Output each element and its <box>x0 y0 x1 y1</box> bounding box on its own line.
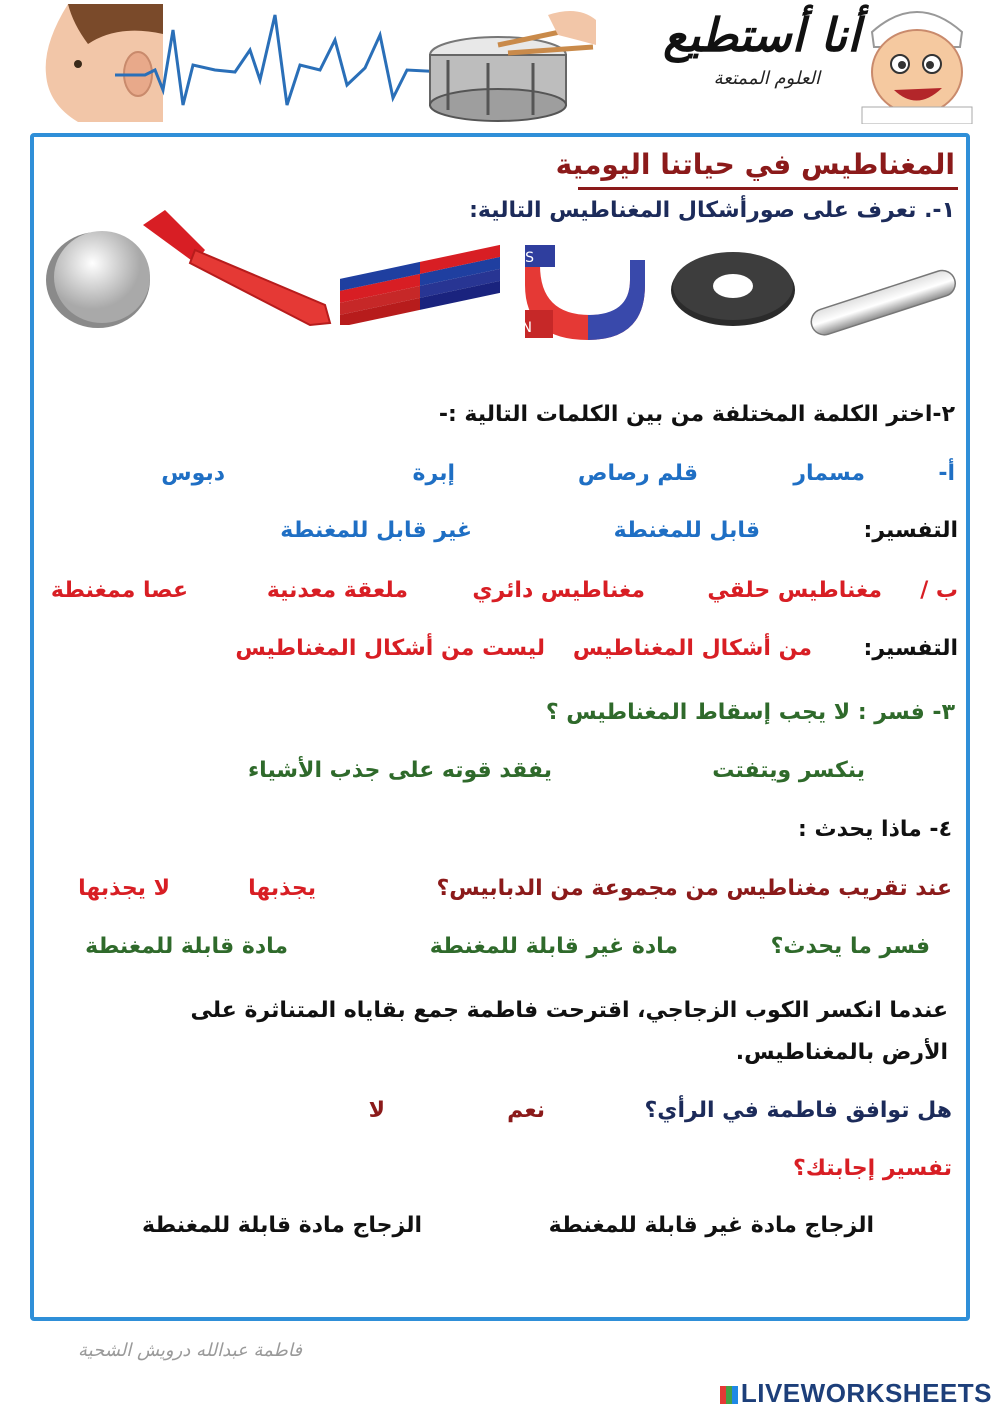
worksheet-title: المغناطيس في حياتنا اليومية <box>555 148 955 181</box>
q2a-explain-option-1[interactable]: قابل للمغنطة <box>613 518 760 543</box>
title-underline <box>578 187 958 190</box>
liveworksheets-logo-icon <box>720 1386 738 1404</box>
q4-explain-option-2[interactable]: مادة قابلة للمغنطة <box>85 934 288 959</box>
q2a-option-4[interactable]: دبوس <box>161 461 225 486</box>
q2a-explain-label: التفسير: <box>863 518 958 543</box>
q2b-explain-option-2[interactable]: ليست من أشكال المغناطيس <box>235 636 545 661</box>
scenario-line-1: عندما انكسر الكوب الزجاجي، اقترحت فاطمة جمع بقاياه المتناثرة على <box>190 998 948 1023</box>
q2b-explain-option-1[interactable]: من أشكال المغناطيس <box>572 636 812 661</box>
q2b-explain-label: التفسير: <box>863 636 958 661</box>
liveworksheets-brand[interactable] <box>720 1378 992 1409</box>
q2b-option-2[interactable]: مغناطيس دائري <box>472 578 645 603</box>
q2a-option-2[interactable]: قلم رصاص <box>577 461 698 486</box>
q2b-label: ب / <box>920 578 958 603</box>
scenario-answer-yes[interactable]: نعم <box>507 1098 545 1123</box>
logo-subtitle: العلوم الممتعة <box>713 68 820 89</box>
scenario-line-2: الأرض بالمغناطيس. <box>735 1040 948 1065</box>
q2a-option-1[interactable]: مسمار <box>793 461 865 486</box>
q3-option-2[interactable]: يفقد قوته على جذب الأشياء <box>247 758 552 783</box>
drum-image <box>428 5 598 123</box>
q2b-option-4[interactable]: عصا ممغنطة <box>50 578 188 603</box>
horseshoe-magnet-image <box>520 240 655 345</box>
scenario-answer-no[interactable]: لا <box>368 1098 385 1123</box>
q4-question: عند تقريب مغناطيس من مجموعة من الدبابيس؟ <box>436 876 952 901</box>
scenario-explain-option-1[interactable]: الزجاج مادة غير قابلة للمغنطة <box>548 1213 874 1238</box>
scenario-question: هل توافق فاطمة في الرأي؟ <box>644 1098 952 1123</box>
q4-explain-prompt: فسر ما يحدث؟ <box>770 934 930 959</box>
q2b-option-1[interactable]: مغناطيس حلقي <box>707 578 882 603</box>
horseshoe-n-label: N <box>521 320 532 336</box>
q2a-label: أ- <box>938 461 955 486</box>
scenario-explain-option-2[interactable]: الزجاج مادة قابلة للمغنطة <box>141 1213 422 1238</box>
magnetic-wand-image <box>135 205 340 330</box>
rod-magnet-image <box>800 262 965 337</box>
q2-prompt: ٢-اختر الكلمة المختلفة من بين الكلمات التالية :- <box>438 402 955 427</box>
horseshoe-s-label: S <box>525 250 534 266</box>
boy-mascot-image <box>842 2 992 124</box>
sound-wave-image <box>115 10 445 110</box>
logo-title: أنا أستطيع <box>663 8 860 62</box>
q4-answer-1[interactable]: يجذبها <box>248 876 316 901</box>
q4-prompt: ٤- ماذا يحدث : <box>798 817 952 842</box>
q4-answer-2[interactable]: لا يجذبها <box>78 876 170 901</box>
ring-magnet-image <box>668 248 798 328</box>
q2a-explain-option-2[interactable]: غير قابل للمغنطة <box>280 518 472 543</box>
q4-explain-option-1[interactable]: مادة غير قابلة للمغنطة <box>429 934 678 959</box>
q2a-option-3[interactable]: إبرة <box>412 461 455 486</box>
q3-prompt: ٣- فسر : لا يجب إسقاط المغناطيس ؟ <box>545 700 955 725</box>
worksheet-header <box>0 0 1000 125</box>
scenario-explain-prompt: تفسير إجابتك؟ <box>793 1156 952 1181</box>
q3-option-1[interactable]: ينكسر ويتفتت <box>712 758 865 783</box>
q1-prompt: ١-. تعرف على صورأشكال المغناطيس التالية: <box>469 198 955 223</box>
bar-magnets-image <box>335 240 505 325</box>
liveworksheets-brand-text: LIVEWORKSHEETS <box>740 1378 992 1408</box>
author-signature: فاطمة عبدالله درويش الشحية <box>78 1340 302 1361</box>
q2b-option-3[interactable]: ملعقة معدنية <box>266 578 408 603</box>
